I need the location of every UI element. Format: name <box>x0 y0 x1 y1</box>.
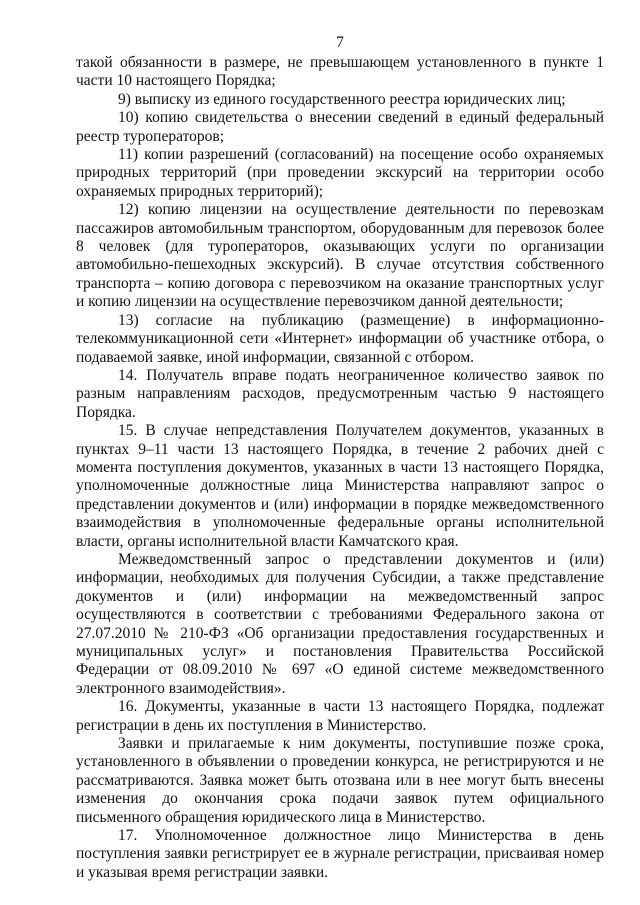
paragraph-section-14: 14. Получатель вправе подать неограниченное количество заявок по разным направлениям расходов, предусмотренным частью 9 настоящего Порядка. <box>76 366 604 421</box>
paragraph-interagency-request: Межведомственный запрос о представлении документов и (или) информации, необходимых для получения Субсидии, а также представление документов и (или) информации на межведомственный запрос осуществляются в соответствии с требованиями Федерального закона от 27.07.2010 № 210-ФЗ «Об организации предоставления государственных и муниципальных услуг» и постановления Правительства Российской Федерации от 08.09.2010 № 697 «О единой системе межведомственного электронного взаимодействия». <box>76 550 604 697</box>
paragraph-section-17: 17. Уполномоченное должностное лицо Министерства в день поступления заявки регистрирует ее в журнале регистрации, присваивая номер и указывая время регистрации заявки. <box>76 827 604 881</box>
page-number: 7 <box>336 34 344 51</box>
paragraph-late-applications: Заявки и прилагаемые к ним документы, поступившие позже срока, установленного в объявлении о проведении конкурса, не регистрируются и не рассматриваются. Заявка может быть отозвана или в нее могут быть внесены изменения до окончания срока подачи заявок путем официального письменного обращения юридического лица в Министерство. <box>76 735 604 826</box>
paragraph-continuation: такой обязанности в размере, не превышающем установленного в пункте 1 части 10 настоящего Порядка; <box>76 54 604 90</box>
paragraph-item-10: 10) копию свидетельства о внесении сведений в единый федеральный реестр туроператоров; <box>76 109 604 145</box>
paragraph-item-12: 12) копию лицензии на осуществление деятельности по перевозкам пассажиров автомобильным транспортом, оборудованным для перевозок более 8 человек (для туроператоров, оказывающих услуги по организации автомобильно-пешеходных экскурсий). В случае отсутствия собственного транспорта – копию договора с перевозчиком на оказание транспортных услуг и копию лицензии на осуществление перевозчиком данной деятельности; <box>76 201 604 311</box>
paragraph-item-9: 9) выписку из единого государственного реестра юридических лиц; <box>118 90 566 108</box>
paragraph-item-13: 13) согласие на публикацию (размещение) в информационно-телекоммуникационной сети «Интернет» информации об участнике отбора, о подаваемой заявке, иной информации, связанной с отбором. <box>76 311 604 366</box>
paragraph-item-11: 11) копии разрешений (согласований) на посещение особо охраняемых природных территорий (при проведении экскурсий на территории особо охраняемых природных территорий); <box>76 146 604 200</box>
paragraph-section-16: 16. Документы, указанные в части 13 настоящего Порядка, подлежат регистрации в день их поступления в Министерство. <box>76 698 604 734</box>
document-page <box>76 34 604 882</box>
paragraph-section-15: 15. В случае непредставления Получателем документов, указанных в пунктах 9–11 части 13 настоящего Порядка, в течение 2 рабочих дней с момента поступления документов, указанных в части 13 настоящего Порядка, уполномоченные должностные лица Министерства направляют запрос о представлении документов и (или) информации в порядке межведомственного взаимодействия в уполномоченные федеральные органы исполнительной власти, органы исполнительной власти Камчатского края. <box>76 422 604 550</box>
